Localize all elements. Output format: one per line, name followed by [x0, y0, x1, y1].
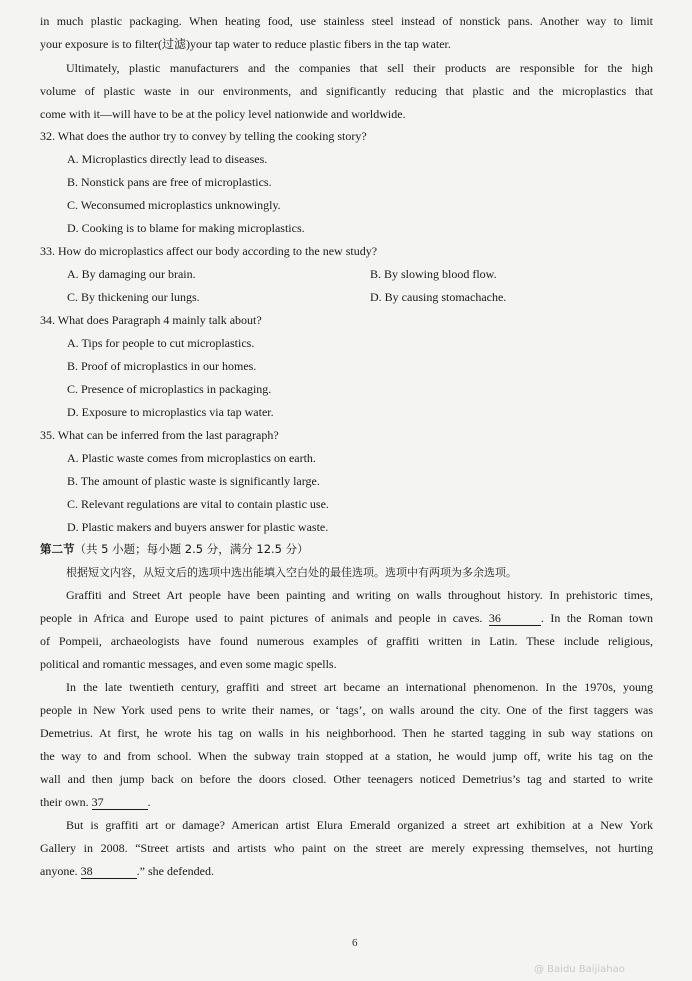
question-34-stem: 34. What does Paragraph 4 mainly talk about? — [40, 313, 262, 327]
text-line: your exposure is to filter(过滤)your tap water to reduce plastic fibers in the tap water. — [40, 37, 451, 51]
question-35-option-d: D. Plastic makers and buyers answer for plastic waste. — [67, 520, 329, 534]
page-number: 6 — [352, 937, 358, 949]
question-33-option-d: D. By causing stomachache. — [370, 290, 507, 304]
question-32-option-b: B. Nonstick pans are free of microplastics. — [67, 175, 272, 189]
text-line: of Pompeii, archaeologists have found numerous examples of graffiti written in Latin. These include religious, — [40, 634, 653, 648]
section-rule: （共 5 小题；每小题 2.5 分，满分 12.5 分） — [74, 542, 309, 556]
paragraph-graffiti-3 — [40, 814, 653, 883]
question-32-option-d: D. Cooking is to blame for making microplastics. — [67, 221, 305, 235]
question-33-stem: 33. How do microplastics affect our body according to the new study? — [40, 244, 378, 258]
paragraph-graffiti-1 — [40, 584, 653, 676]
text-line: people in New York used pens to write their names, or ‘tags’, on walls around the city. One of the first taggers was — [40, 703, 653, 717]
text-line: Demetrius. At first, he wrote his tag on walls in his neighborhood. Then he started tagging in sub way stations on — [40, 726, 653, 740]
text-line: come with it—will have to be at the policy level nationwide and worldwide. — [40, 107, 406, 121]
text-line: their own. 37 . — [40, 795, 151, 809]
blank-37: 37 — [92, 795, 148, 810]
question-35-option-a: A. Plastic waste comes from microplastics on earth. — [67, 451, 316, 465]
question-34-option-b: B. Proof of microplastics in our homes. — [67, 359, 257, 373]
question-35-stem: 35. What can be inferred from the last paragraph? — [40, 428, 279, 442]
section-title: 第二节 — [40, 542, 75, 556]
text-line: Gallery in 2008. “Street artists and artists who paint on the street are merely expressing themselves, not hurting — [40, 841, 653, 855]
question-34-option-d: D. Exposure to microplastics via tap water. — [67, 405, 274, 419]
question-32-option-c: C. Weconsumed microplastics unknowingly. — [67, 198, 281, 212]
question-33-option-c: C. By thickening our lungs. — [67, 290, 200, 304]
paragraph-ultimately — [40, 57, 653, 126]
text-line: political and romantic messages, and even some magic spells. — [40, 657, 337, 671]
text-line: Graffiti and Street Art people have been painting and writing on walls throughout history. In prehistoric times, — [66, 588, 653, 602]
text-line: volume of plastic waste in our environments, and significantly reducing that plastic and the microplastics that — [40, 84, 653, 98]
text-line: the way to and from school. When the subway train stopped at a station, he would jump off, write his tag on the — [40, 749, 653, 763]
blank-36: 36 — [489, 611, 541, 626]
text-line: In the late twentieth century, graffiti and street art became an international phenomenon. In the 1970s, young — [66, 680, 653, 694]
watermark: @ Baidu Baijiahao — [534, 964, 625, 975]
question-35-option-b: B. The amount of plastic waste is significantly large. — [67, 474, 320, 488]
question-34-option-c: C. Presence of microplastics in packaging. — [67, 382, 272, 396]
question-32-stem: 32. What does the author try to convey by telling the cooking story? — [40, 129, 367, 143]
question-32-option-a: A. Microplastics directly lead to diseases. — [67, 152, 268, 166]
section-heading — [40, 538, 309, 561]
text-line: Ultimately, plastic manufacturers and the companies that sell their products are responsible for the high — [66, 61, 653, 75]
blank-38: 38 — [81, 864, 137, 879]
text-line: wall and then jump back on before the doors closed. Other teenagers noticed Demetrius’s tag and started to write — [40, 772, 653, 786]
section-instruction: 根据短文内容，从短文后的选项中选出能填入空白处的最佳选项。选项中有两项为多余选项。 — [66, 566, 517, 579]
question-33-option-a: A. By damaging our brain. — [67, 267, 196, 281]
question-35-option-c: C. Relevant regulations are vital to contain plastic use. — [67, 497, 329, 511]
question-34-option-a: A. Tips for people to cut microplastics. — [67, 336, 255, 350]
paragraph-graffiti-2 — [40, 676, 653, 814]
paragraph-packaging — [40, 10, 653, 56]
text-line: But is graffiti art or damage? American artist Elura Emerald organized a street art exhibition at a New York — [66, 818, 653, 832]
text-line: in much plastic packaging. When heating food, use stainless steel instead of nonstick pans. Another way to limit — [40, 14, 653, 28]
text-line: anyone. 38 .” she defended. — [40, 864, 214, 878]
text-line: people in Africa and Europe used to paint pictures of animals and people in caves. 36 . In the Roman town — [40, 611, 653, 625]
question-33-option-b: B. By slowing blood flow. — [370, 267, 497, 281]
